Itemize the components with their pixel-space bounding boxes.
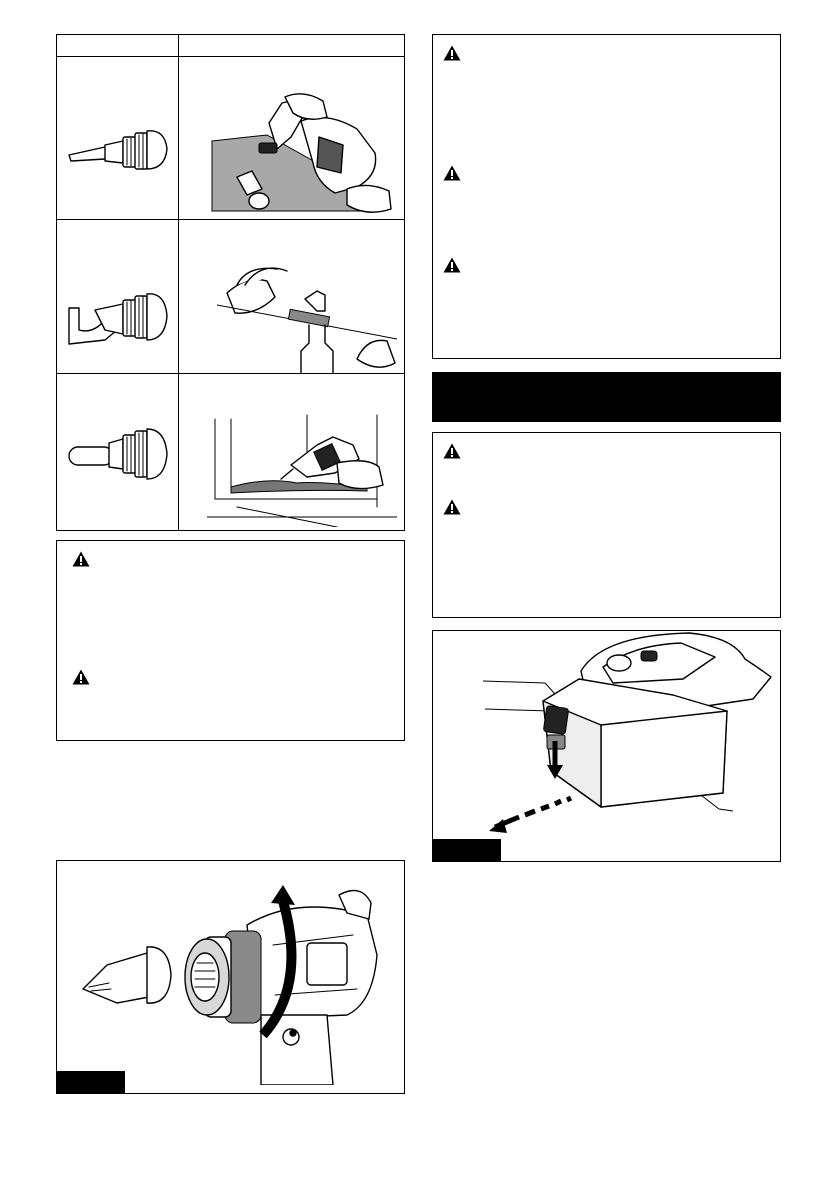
nozzle-table bbox=[56, 34, 405, 531]
warning-triangle-icon bbox=[72, 551, 90, 567]
warning-triangle-icon bbox=[72, 669, 90, 685]
warning-triangle-icon bbox=[443, 443, 461, 459]
table-row-divider bbox=[57, 219, 404, 220]
warning-triangle-icon bbox=[443, 45, 461, 61]
table-row-divider bbox=[57, 373, 404, 374]
warning-box-2 bbox=[432, 34, 781, 359]
stripping-sealant-illustration bbox=[207, 407, 397, 527]
warning-box-3 bbox=[432, 432, 781, 618]
table-header-divider bbox=[57, 56, 404, 57]
battery-removal-figure bbox=[432, 630, 781, 862]
warning-triangle-icon bbox=[443, 257, 461, 273]
reflector-nozzle-icon bbox=[65, 123, 175, 173]
section-header-band bbox=[432, 372, 781, 422]
warning-triangle-icon bbox=[443, 499, 461, 515]
figure-label-tag bbox=[433, 839, 501, 861]
figure-label-tag bbox=[57, 1071, 125, 1093]
spoon-nozzle-icon bbox=[65, 290, 175, 350]
nozzle-install-figure bbox=[56, 860, 405, 1094]
table-column-divider bbox=[178, 35, 179, 530]
warning-box-1 bbox=[56, 540, 405, 741]
round-nozzle-icon bbox=[65, 427, 175, 482]
shrinking-tubing-illustration bbox=[207, 93, 397, 218]
warning-triangle-icon bbox=[443, 165, 461, 181]
battery-cartridge-removal-illustration bbox=[433, 631, 780, 861]
soldering-wire-illustration bbox=[217, 255, 397, 373]
heat-gun-nozzle-attach-illustration bbox=[77, 885, 397, 1085]
